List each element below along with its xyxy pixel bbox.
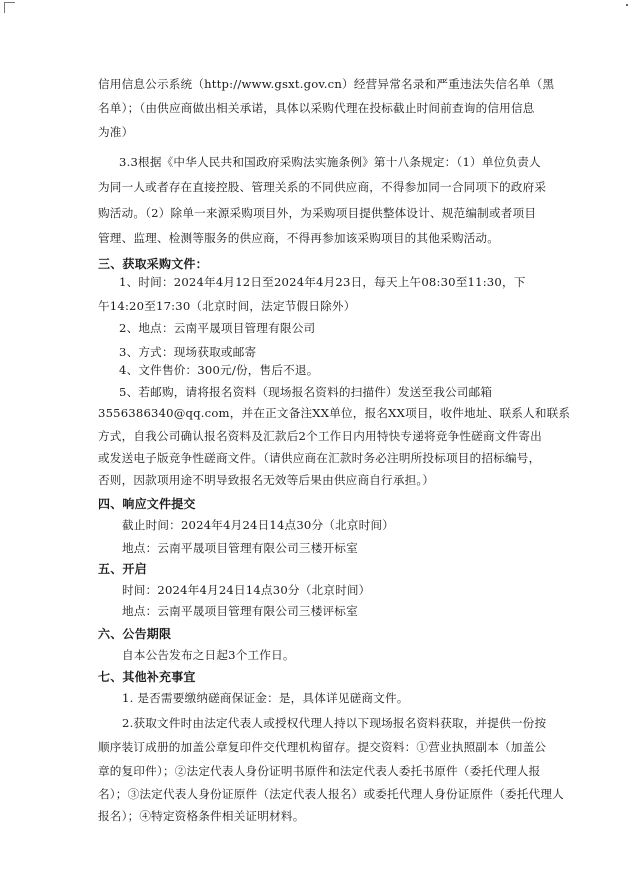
paragraph-line: 4、文件售价：300元/份，售后不退。 (119, 363, 319, 377)
paragraph-line: 地点：云南平晟项目管理有限公司三楼评标室 (122, 604, 358, 618)
paragraph-line: 1. 是否需要缴纳磋商保证金：是，具体详见磋商文件。 (122, 691, 409, 705)
section-heading-5: 五、开启 (98, 562, 147, 576)
paragraph-line: 3556386340@qq.com，并在正文备注XX单位，报名XX项目，收件地址、联系人和联系 (98, 406, 571, 420)
paragraph-line: 报名）；④特定资格条件相关证明材料。 (98, 809, 305, 823)
section-heading-7: 七、其他补充事宜 (98, 670, 196, 684)
paragraph-line: 购活动。（2）除单一来源采购项目外，为采购项目提供整体设计、规范编制或者项目 (98, 206, 537, 220)
paragraph-line: 或发送电子版竞争性磋商文件。（请供应商在汇款时务必注明所投标项目的招标编号， (98, 451, 541, 465)
section-heading-4: 四、响应文件提交 (98, 497, 196, 511)
paragraph-line: 名）；③法定代表人身份证原件（法定代表人报名）或委托代理人身份证原件（委托代理人 (98, 787, 564, 801)
paragraph-line: 章的复印件）；②法定代表人身份证明书原件和法定代表人委托书原件（委托代理人报 (98, 764, 541, 778)
paragraph-line: 2.获取文件时由法定代表人或授权代理人持以下现场报名资料获取，并提供一份按 (122, 716, 547, 730)
paragraph-line: 名单）；（由供应商做出相关承诺，具体以采购代理在投标截止时间前查询的信用信息 (98, 101, 535, 115)
paragraph-line: 地点：云南平晟项目管理有限公司三楼开标室 (122, 541, 358, 555)
paragraph-line: 3.3根据《中华人民共和国政府采购法实施条例》第十八条规定：（1）单位负责人 (119, 155, 541, 169)
paragraph-line: 截止时间：2024年4月24日14点30分（北京时间） (122, 518, 395, 532)
paragraph-line: 方式，自我公司确认报名资料及汇款后2个工作日内用特快专递将竞争性磋商文件寄出 (98, 429, 542, 443)
scan-corner-mark (4, 2, 15, 13)
paragraph-line: 1、时间：2024年4月12日至2024年4月23日，每天上午08:30至11:30，下 (119, 275, 526, 289)
paragraph-line: 5、若邮购，请将报名资料（现场报名资料的扫描件）发送至我公司邮箱 (119, 385, 493, 399)
paragraph-line: 信用信息公示系统（http://www.gsxt.gov.cn）经营异常名录和严重违法失信名单（黑 (98, 77, 555, 91)
scan-dot-mark (626, 4, 628, 6)
paragraph-line: 为准） (98, 125, 134, 139)
paragraph-line: 午14:20至17:30（北京时间，法定节假日除外） (98, 299, 356, 313)
paragraph-line: 为同一人或者存在直接控股、管理关系的不同供应商，不得参加同一合同项下的政府采 (98, 180, 547, 194)
paragraph-line: 顺序装订成册的加盖公章复印件交代理机构留存。提交资料：①营业执照副本（加盖公 (98, 740, 547, 754)
section-heading-6: 六、公告期限 (98, 627, 172, 641)
paragraph-line: 2、地点：云南平晟项目管理有限公司 (119, 321, 316, 335)
paragraph-line: 自本公告发布之日起3个工作日。 (122, 648, 295, 662)
paragraph-line: 3、方式：现场获取或邮寄 (119, 345, 257, 359)
paragraph-line: 时间：2024年4月24日14点30分（北京时间） (122, 583, 371, 597)
section-heading-3: 三、获取采购文件： (98, 257, 208, 271)
paragraph-line: 管理、监理、检测等服务的供应商，不得再参加该采购项目的其他采购活动。 (98, 231, 499, 245)
paragraph-line: 否则，因款项用途不明导致报名无效等后果由供应商自行承担。） (98, 473, 435, 487)
